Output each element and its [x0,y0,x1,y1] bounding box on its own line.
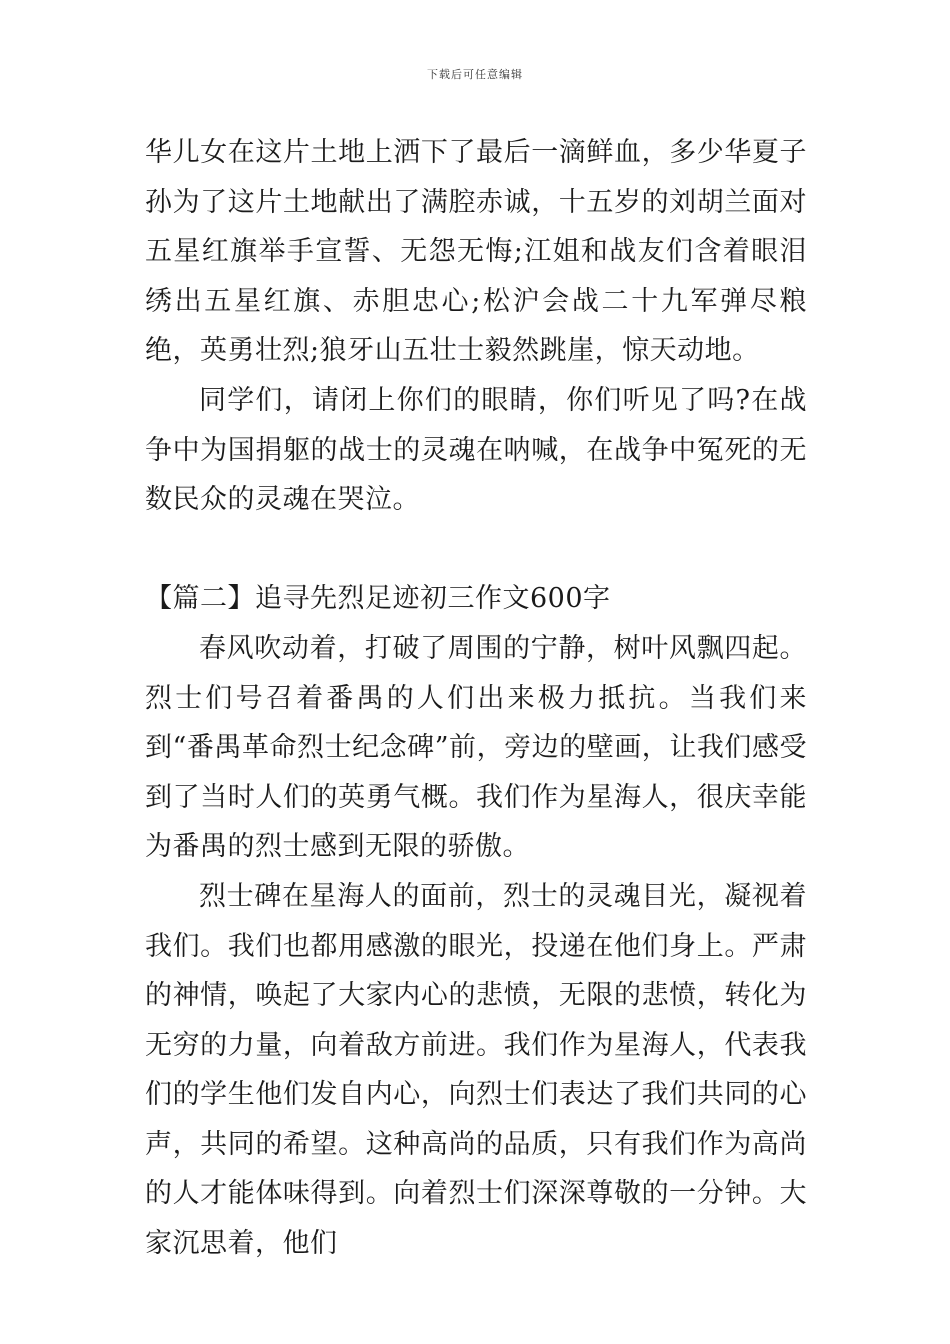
paragraph-listen: 同学们，请闭上你们的眼睛，你们听见了吗?在战争中为国捐躯的战士的灵魂在呐喊，在战争中冤死的无数民众的灵魂在哭泣。 [145,384,807,516]
document-body [145,128,807,1269]
paragraph-monument: 烈士碑在星海人的面前，烈士的灵魂目光，凝视着我们。我们也都用感激的眼光，投递在他们身上。严肃的神情，唤起了大家内心的悲愤，无限的悲愤，转化为无穷的力量，向着敌方前进。我们作为星海人，代表我们的学生他们发自内心，向烈士们表达了我们共同的心声，共同的希望。这种高尚的品质，只有我们作为高尚的人才能体味得到。向着烈士们深深尊敬的一分钟。大家沉思着，他们 [145,880,807,1260]
paragraph-continuation: 华儿女在这片土地上洒下了最后一滴鲜血，多少华夏子孙为了这片土地献出了满腔赤诚，十五岁的刘胡兰面对五星红旗举手宣誓、无怨无悔;江姐和战友们含着眼泪绣出五星红旗、赤胆忠心;松沪会战二十九军弹尽粮绝，英勇壮烈;狼牙山五壮士毅然跳崖，惊天动地。 [145,137,807,367]
section-title: 【篇二】追寻先烈足迹初三作文600字 [145,583,611,615]
paragraph-spring-wind: 春风吹动着，打破了周围的宁静，树叶风飘四起。烈士们号召着番禺的人们出来极力抵抗。当我们来到“番禺革命烈士纪念碑”前，旁边的壁画，让我们感受到了当时人们的英勇气概。我们作为星海人，很庆幸能为番禺的烈士感到无限的骄傲。 [145,632,807,863]
page-header-note: 下载后可任意编辑 [427,68,523,81]
